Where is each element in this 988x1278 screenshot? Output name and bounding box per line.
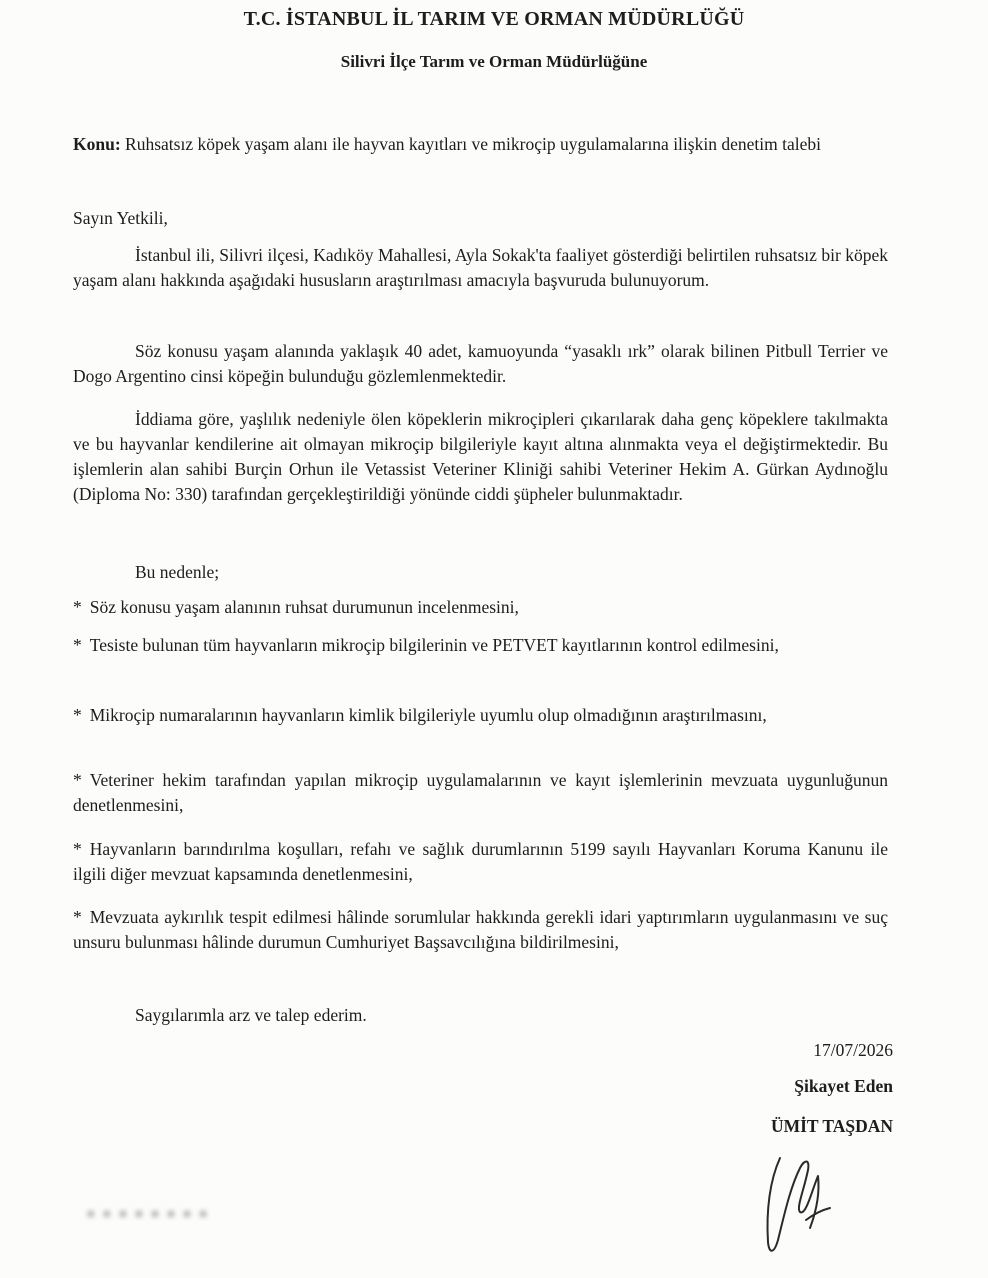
redacted-footer-text: • • • • • • • •: [88, 1206, 209, 1223]
request-item: [73, 633, 888, 658]
paragraph-location: İstanbul ili, Silivri ilçesi, Kadıköy Mahallesi, Ayla Sokak'ta faaliyet gösterdiği belirtilen ruhsatsız bir köpek yaşam alanı hakkında aşağıdaki hususların araştırılması amacıyla başvuruda bulunuyorum.: [73, 245, 888, 290]
request-text: Söz konusu yaşam alanının ruhsat durumunun incelenmesini,: [89, 597, 519, 617]
request-item: [73, 768, 888, 818]
complainant-name: ÜMİT TAŞDAN: [770, 1116, 893, 1136]
handwritten-signature-icon: [760, 1150, 840, 1260]
request-text: Veteriner hekim tarafından yapılan mikroçip uygulamalarının ve kayıt işlemlerinin mevzuata uygunluğunun denetlenmesini,: [73, 770, 888, 815]
letter-addressee: Silivri İlçe Tarım ve Orman Müdürlüğüne: [340, 52, 648, 71]
subject-label: Konu:: [73, 134, 121, 154]
request-text: Tesiste bulunan tüm hayvanların mikroçip bilgilerinin ve PETVET kayıtlarının kontrol edilmesini,: [89, 635, 779, 655]
bullet-icon: *: [73, 770, 82, 790]
salutation: Sayın Yetkili,: [73, 208, 168, 228]
request-item: [73, 703, 888, 728]
request-text: Hayvanların barındırılma koşulları, refahı ve sağlık durumlarının 5199 sayılı Hayvanları Koruma Kanunu ile ilgili diğer mevzuat kapsamında denetlenmesini,: [73, 839, 888, 884]
bullet-icon: *: [73, 635, 82, 655]
paragraph-observation: Söz konusu yaşam alanında yaklaşık 40 adet, kamuoyunda “yasaklı ırk” olarak bilinen Pitbull Terrier ve Dogo Argentino cinsi köpeğin bulunduğu gözlemlenmektedir.: [73, 341, 888, 386]
paragraph-allegation: İddiama göre, yaşlılık nedeniyle ölen köpeklerin mikroçipleri çıkarılarak daha genç köpeklere takılmakta ve bu hayvanlar kendilerine ait olmayan mikroçip bilgileriyle kayıt altına alınmakta veya el değiştirmektedir. Bu işlemlerin alan sahibi Burçin Orhun ile Vetassist Veteriner Kliniği sahibi Veteriner Hekim A. Gürkan Aydınoğlu (Diploma No: 330) tarafından gerçekleştirildiği yönünde ciddi şüpheler bulunmaktadır.: [73, 409, 888, 504]
request-item: [73, 905, 888, 955]
letter-date: 17/07/2026: [813, 1040, 893, 1060]
request-item: [73, 837, 888, 887]
bullet-icon: *: [73, 907, 82, 927]
request-text: Mikroçip numaralarının hayvanların kimlik bilgileriyle uyumlu olup olmadığının araştırılmasını,: [89, 705, 767, 725]
complainant-label: Şikayet Eden: [794, 1076, 893, 1096]
request-text: Mevzuata aykırılık tespit edilmesi hâlinde sorumlular hakkında gerekli idari yaptırımların uygulanmasını ve suç unsuru bulunması hâlinde durumun Cumhuriyet Başsavcılığına bildirilmesini,: [73, 907, 888, 952]
closing-line: Saygılarımla arz ve talep ederim.: [135, 1005, 367, 1025]
request-item: [73, 595, 888, 620]
letter-header-title: T.C. İSTANBUL İL TARIM VE ORMAN MÜDÜRLÜĞÜ: [243, 8, 745, 30]
subject-text: Ruhsatsız köpek yaşam alanı ile hayvan kayıtları ve mikroçip uygulamalarına ilişkin denetim talebi: [125, 134, 821, 154]
bullet-icon: *: [73, 597, 82, 617]
bullet-icon: *: [73, 839, 82, 859]
subject-line: [73, 132, 888, 157]
therefore-line: Bu nedenle;: [135, 562, 220, 582]
bullet-icon: *: [73, 705, 82, 725]
